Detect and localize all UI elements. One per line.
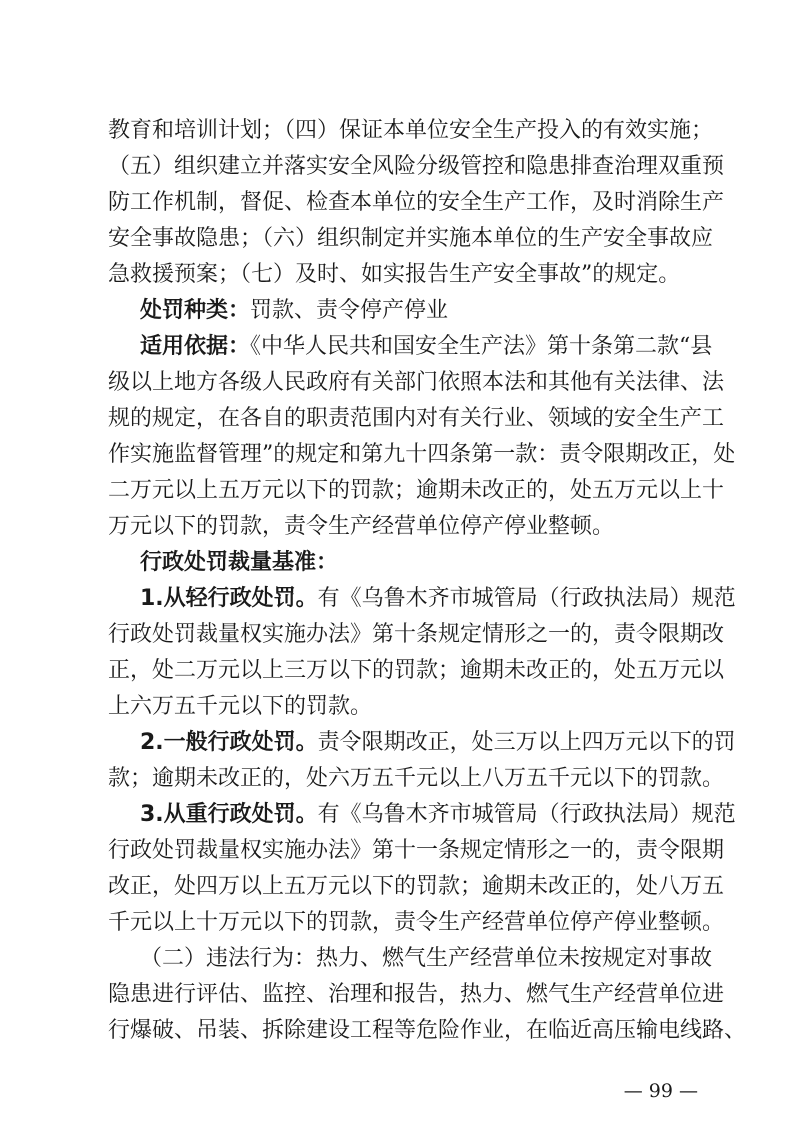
page-number: — 99 — bbox=[623, 1080, 698, 1102]
line-text: 急救援预案；（七）及时、如实报告生产安全事故”的规定。 bbox=[108, 262, 681, 287]
line-text: 安全事故隐患；（六）组织制定并实施本单位的生产安全事故应 bbox=[108, 226, 714, 251]
body-text-line bbox=[108, 365, 725, 401]
line-text: 上六万五千元以下的罚款。 bbox=[108, 694, 373, 719]
legal-basis-label: 适用依据： bbox=[140, 334, 251, 359]
line-text: 责令限期改正，处三万以上四万元以下的罚 bbox=[317, 730, 736, 755]
body-text-line bbox=[108, 977, 725, 1013]
violation-line bbox=[140, 941, 713, 977]
line-text: 级以上地方各级人民政府有关部门依照本法和其他有关法律、法 bbox=[108, 370, 725, 395]
line-text: 款；逾期未改正的，处六万五千元以上八万五千元以下的罚款。 bbox=[108, 766, 725, 791]
line-text: 行政处罚裁量权实施办法》第十条规定情形之一的，责令限期改 bbox=[108, 622, 725, 647]
line-text: 隐患进行评估、监控、治理和报告，热力、燃气生产经营单位进 bbox=[108, 982, 725, 1007]
line-text: 改正，处四万以上五万元以下的罚款；逾期未改正的，处八万五 bbox=[108, 874, 725, 899]
body-text-line bbox=[108, 689, 698, 725]
body-text-line bbox=[108, 473, 725, 509]
general-penalty-line bbox=[140, 725, 736, 761]
body-text-line bbox=[108, 437, 736, 473]
body-text-line bbox=[108, 761, 725, 797]
lenient-penalty-line bbox=[140, 581, 736, 617]
penalty-type-label: 处罚种类： bbox=[140, 298, 251, 323]
line-text: 有《乌鲁木齐市城管局（行政执法局）规范 bbox=[317, 586, 736, 611]
legal-basis-value: 《中华人民共和国安全生产法》第十条第二款“县 bbox=[250, 334, 713, 359]
severe-penalty-line bbox=[140, 797, 736, 833]
body-text-line bbox=[108, 257, 698, 293]
line-text: 行政处罚裁量权实施办法》第十一条规定情形之一的，责令限期 bbox=[108, 838, 725, 863]
body-text-line bbox=[108, 401, 725, 437]
line-text: 正，处二万元以上三万以下的罚款；逾期未改正的，处五万元以 bbox=[108, 658, 725, 683]
body-text-line bbox=[108, 221, 714, 257]
body-text-line bbox=[108, 509, 698, 545]
body-text-line bbox=[108, 149, 725, 185]
line-text: 行爆破、吊装、拆除建设工程等危险作业，在临近高压输电线路、 bbox=[108, 1018, 747, 1043]
penalty-type-value: 罚款、责令停产停业 bbox=[250, 298, 449, 323]
line-text: 千元以上十万元以下的罚款，责令生产经营单位停产停业整顿。 bbox=[108, 910, 725, 935]
line-text: 规的规定，在各自的职责范围内对有关行业、领域的安全生产工 bbox=[108, 406, 725, 431]
line-text: （五）组织建立并落实安全风险分级管控和隐患排查治理双重预 bbox=[108, 154, 725, 179]
line-text: 有《乌鲁木齐市城管局（行政执法局）规范 bbox=[317, 802, 736, 827]
body-text-line bbox=[108, 1013, 747, 1049]
section-heading bbox=[140, 545, 698, 581]
penalty-type-line bbox=[140, 293, 698, 329]
body-text-line bbox=[108, 653, 725, 689]
body-text-line bbox=[108, 869, 725, 905]
body-text-line bbox=[108, 905, 725, 941]
legal-basis-line bbox=[140, 329, 713, 365]
line-text: （二）违法行为：热力、燃气生产经营单位未按规定对事故 bbox=[140, 946, 713, 971]
section-heading-text: 行政处罚裁量基准： bbox=[140, 550, 339, 575]
body-text-line bbox=[108, 113, 714, 149]
general-penalty-label: 2.一般行政处罚。 bbox=[140, 730, 318, 755]
body-text-line bbox=[108, 185, 725, 221]
line-text: 作实施监督管理”的规定和第九十四条第一款：责令限期改正，处 bbox=[108, 442, 736, 467]
body-text-line bbox=[108, 617, 725, 653]
line-text: 防工作机制，督促、检查本单位的安全生产工作，及时消除生产 bbox=[108, 190, 725, 215]
line-text: 教育和培训计划；（四）保证本单位安全生产投入的有效实施； bbox=[108, 118, 714, 143]
line-text: 二万元以上五万元以下的罚款；逾期未改正的，处五万元以上十 bbox=[108, 478, 725, 503]
line-text: 万元以下的罚款，责令生产经营单位停产停业整顿。 bbox=[108, 514, 615, 539]
body-text-line bbox=[108, 833, 725, 869]
lenient-penalty-label: 1.从轻行政处罚。 bbox=[140, 586, 318, 611]
severe-penalty-label: 3.从重行政处罚。 bbox=[140, 802, 318, 827]
